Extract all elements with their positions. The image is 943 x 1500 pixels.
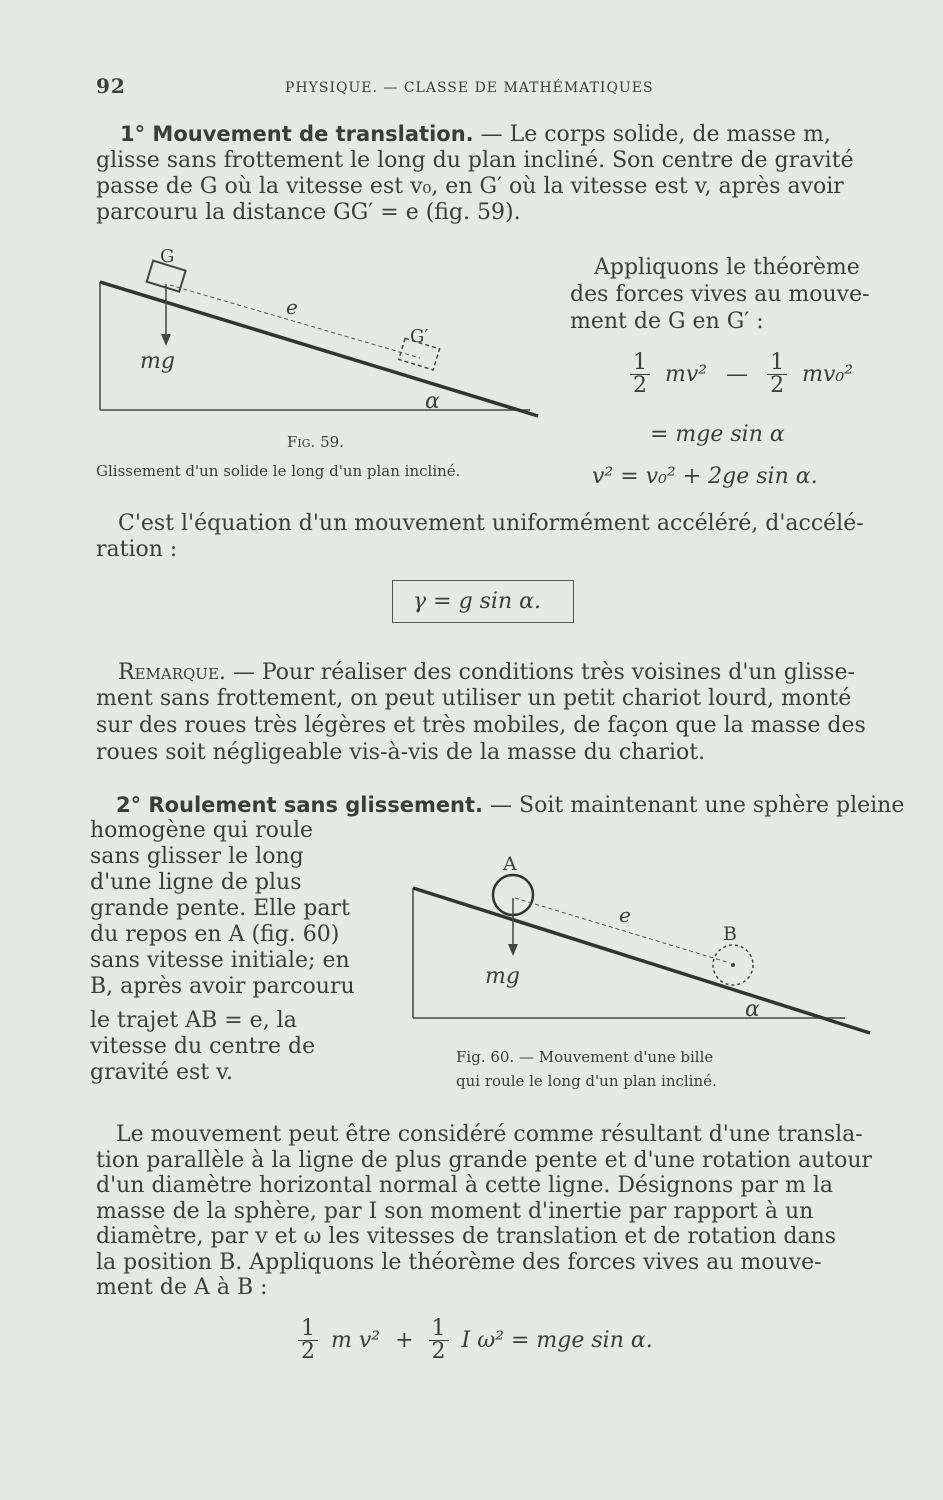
remark-line4: roues soit négligeable vis-à-vis de la masse du chariot. xyxy=(96,740,706,765)
fig60-arrowhead xyxy=(508,944,518,956)
conclusion-line2: ration : xyxy=(96,537,178,562)
section3-line-1: tion parallèle à la ligne de plus grande pente et d'une rotation autour xyxy=(96,1148,873,1173)
section3-equation: $\frac{1}{2}$ m v² + $\frac{1}{2}$ I ω² = mge sin α. xyxy=(298,1318,653,1363)
figure-60 xyxy=(405,848,880,1038)
section1-line1-text: — Le corps solide, de masse m, xyxy=(480,122,831,147)
conclusion-line1: C'est l'équation d'un mouvement uniformément accéléré, d'accélé- xyxy=(118,511,864,536)
theorem1-line1: Appliquons le théorème xyxy=(594,255,860,280)
fig60-incline xyxy=(413,888,870,1033)
section3-line-5: la position B. Appliquons le théorème des forces vives au mouve- xyxy=(96,1250,822,1275)
section2-col-3: grande pente. Elle part xyxy=(90,896,350,921)
theorem1-eq2: = mge sin α xyxy=(650,422,785,447)
fig60-label-mg: mg xyxy=(485,964,520,989)
section1-heading: 1° Mouvement de translation. xyxy=(120,122,474,146)
fig59-label-e: e xyxy=(286,295,298,319)
section2-col-0: homogène qui roule xyxy=(90,818,314,843)
section3-line-0: Le mouvement peut être considéré comme résultant d'une transla- xyxy=(116,1122,863,1147)
fig60-caption-line1: Fig. 60. — Mouvement d'une bille xyxy=(456,1048,714,1066)
fig60-label-A: A xyxy=(503,853,517,875)
fig59-label-G: G xyxy=(160,246,175,267)
section1-line1 xyxy=(120,122,831,147)
section2-heading: 2° Roulement sans glissement. xyxy=(116,793,484,817)
fig60-label-alpha: α xyxy=(745,997,760,1022)
fig60-label-B: B xyxy=(723,923,737,945)
fig59-label-mg: mg xyxy=(140,349,175,374)
theorem1-eq1: $\frac{1}{2}$ mv² — $\frac{1}{2}$ mv₀² xyxy=(630,352,853,397)
fig59-caption-title: Fig. 59. xyxy=(287,433,344,451)
fig60-center-B xyxy=(731,963,735,967)
section2-col-4: du repos en A (fig. 60) xyxy=(90,922,340,947)
figure-59 xyxy=(90,240,550,430)
section2-col-9: gravité est v. xyxy=(90,1060,233,1085)
section2-col-2: d'une ligne de plus xyxy=(90,870,302,895)
section2-col-7: le trajet AB = e, la xyxy=(90,1008,297,1033)
theorem1-line2: des forces vives au mouve- xyxy=(570,282,870,307)
section2-col-6: B, après avoir parcouru xyxy=(90,974,355,999)
boxed-equation: γ = g sin α. xyxy=(392,580,574,623)
section2-col-1: sans glisser le long xyxy=(90,844,304,869)
fig60-label-e: e xyxy=(619,903,631,927)
section2-line1: 2° Roulement sans glissement. — Soit maintenant une sphère pleine xyxy=(116,793,905,818)
remark-line2: ment sans frottement, on peut utiliser un petit chariot lourd, monté xyxy=(96,686,852,711)
remark-label: Remarque. xyxy=(118,660,226,685)
fig59-label-alpha: α xyxy=(425,389,440,414)
section1-line3: passe de G où la vitesse est v₀, en G′ où la vitesse est v, après avoir xyxy=(96,174,844,199)
remark-line1: Remarque. — Pour réaliser des conditions très voisines d'un glisse- xyxy=(118,660,855,685)
remark-line3: sur des roues très légères et très mobiles, de façon que la masse des xyxy=(96,713,866,738)
fig59-caption-text: Glissement d'un solide le long d'un plan incliné. xyxy=(96,462,461,480)
section2-col-5: sans vitesse initiale; en xyxy=(90,948,350,973)
theorem1-line3: ment de G en G′ : xyxy=(570,309,764,334)
section3-line-3: masse de la sphère, par I son moment d'inertie par rapport à un xyxy=(96,1199,814,1224)
page-number: 92 xyxy=(96,74,126,98)
section2-col-8: vitesse du centre de xyxy=(90,1034,316,1059)
section3-line-6: ment de A à B : xyxy=(96,1275,268,1300)
section3-line-2: d'un diamètre horizontal normal à cette ligne. Désignons par m la xyxy=(96,1173,833,1198)
fig59-label-Gprime: G′ xyxy=(410,326,429,347)
section1-line4: parcouru la distance GG′ = e (fig. 59). xyxy=(96,200,521,225)
section1-line2: glisse sans frottement le long du plan incliné. Son centre de gravité xyxy=(96,148,854,173)
theorem1-eq3: v² = v₀² + 2ge sin α. xyxy=(592,464,818,489)
section3-line-4: diamètre, par v et ω les vitesses de translation et de rotation dans xyxy=(96,1224,837,1249)
fig60-caption-line2: qui roule le long d'un plan incliné. xyxy=(456,1072,717,1090)
running-title: PHYSIQUE. — CLASSE DE MATHÉMATIQUES xyxy=(285,80,654,96)
fig59-arrowhead xyxy=(161,334,171,346)
